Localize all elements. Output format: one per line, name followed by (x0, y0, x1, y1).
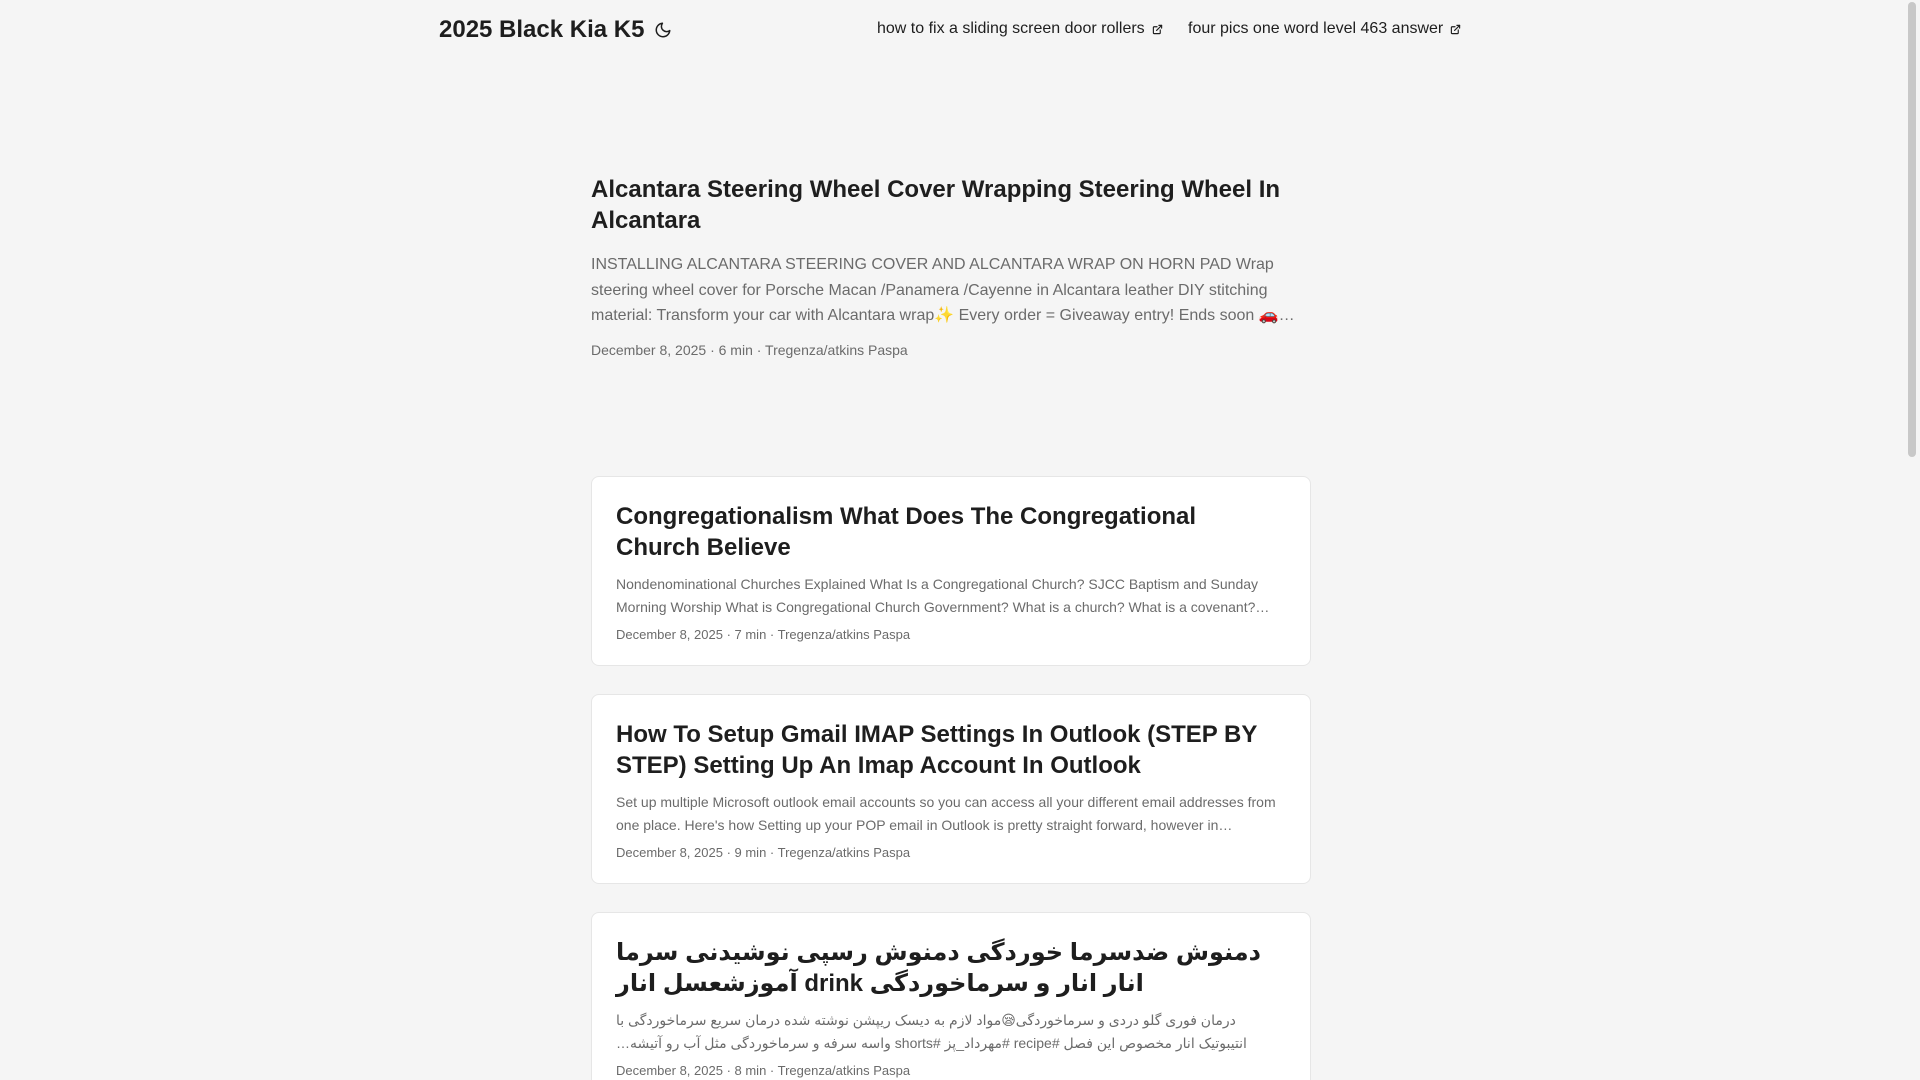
featured-post-title[interactable]: Alcantara Steering Wheel Cover Wrapping Steering Wheel In Alcantara (591, 176, 1281, 234)
post-card[interactable] (591, 694, 1311, 884)
featured-post[interactable] (591, 174, 1311, 360)
nav-link-label: four pics one word level 463 answer (1188, 20, 1444, 37)
post-meta: December 8, 2025 · 9 min · Tregenza/atkins Paspa (616, 845, 911, 860)
post-title[interactable]: دمنوش ضدسرما خوردگی دمنوش رسپی نوشیدنی سرما انار انار و سرماخوردگی drink آموزشعسل انار (616, 939, 1261, 997)
post-summary: Nondenominational Churches Explained What Is a Congregational Church? SJCC Baptism and Sunday Morning Worship What is Congregational Church Government? What is a church? What is a covenant?… (616, 576, 1270, 615)
vertical-scrollbar[interactable] (1904, 0, 1920, 1080)
site-title-link[interactable]: 2025 Black Kia K5 (439, 16, 645, 43)
nav-link-label: how to fix a sliding screen door rollers (877, 20, 1145, 37)
post-card[interactable] (591, 476, 1311, 666)
post-title[interactable]: Congregationalism What Does The Congregational Church Believe (616, 503, 1197, 561)
moon-icon (654, 21, 672, 39)
external-link-icon (1152, 24, 1163, 35)
post-meta: December 8, 2025 · 7 min · Tregenza/atkins Paspa (616, 627, 911, 642)
nav-link-four-pics-answer[interactable] (1188, 20, 1461, 38)
post-summary: درمان فوری گلو دردی و سرماخوردگی😪مواد لازم به دیسک ریپشن نوشته شده درمان سریع سرماخوردگی با انتیبوتیک انار مخصوص این فصل #recipe #مهرداد_پز #shorts واسه سرفه و سرماخوردگی مثل آب رو آتیشه… (616, 1012, 1247, 1051)
post-title[interactable]: How To Setup Gmail IMAP Settings In Outlook (STEP BY STEP) Setting Up An Imap Account In Outlook (616, 721, 1257, 779)
scrollbar-thumb[interactable] (1908, 2, 1916, 457)
external-link-icon (1450, 24, 1461, 35)
post-summary: Set up multiple Microsoft outlook email accounts so you can access all your different email addresses from one place. Here's how Setting up your POP email in Outlook is pretty straight forward, however in… (616, 794, 1276, 833)
post-card[interactable] (591, 912, 1311, 1080)
theme-toggle-button[interactable] (652, 19, 674, 41)
site-header (0, 0, 1904, 60)
featured-post-meta: December 8, 2025 · 6 min · Tregenza/atkins Paspa (591, 341, 908, 358)
nav-link-sliding-screen-door[interactable] (877, 20, 1163, 38)
post-meta: December 8, 2025 · 8 min · Tregenza/atkins Paspa (616, 1063, 911, 1078)
featured-post-summary: INSTALLING ALCANTARA STEERING COVER AND ALCANTARA WRAP ON HORN PAD Wrap steering wheel cover for Porsche Macan /Panamera /Cayenne in Alcantara leather DIY stitching material: Transform your car with Alcantara wrap✨ Every order = Giveaway entry! Ends soon 🚗 (591, 256, 1279, 324)
